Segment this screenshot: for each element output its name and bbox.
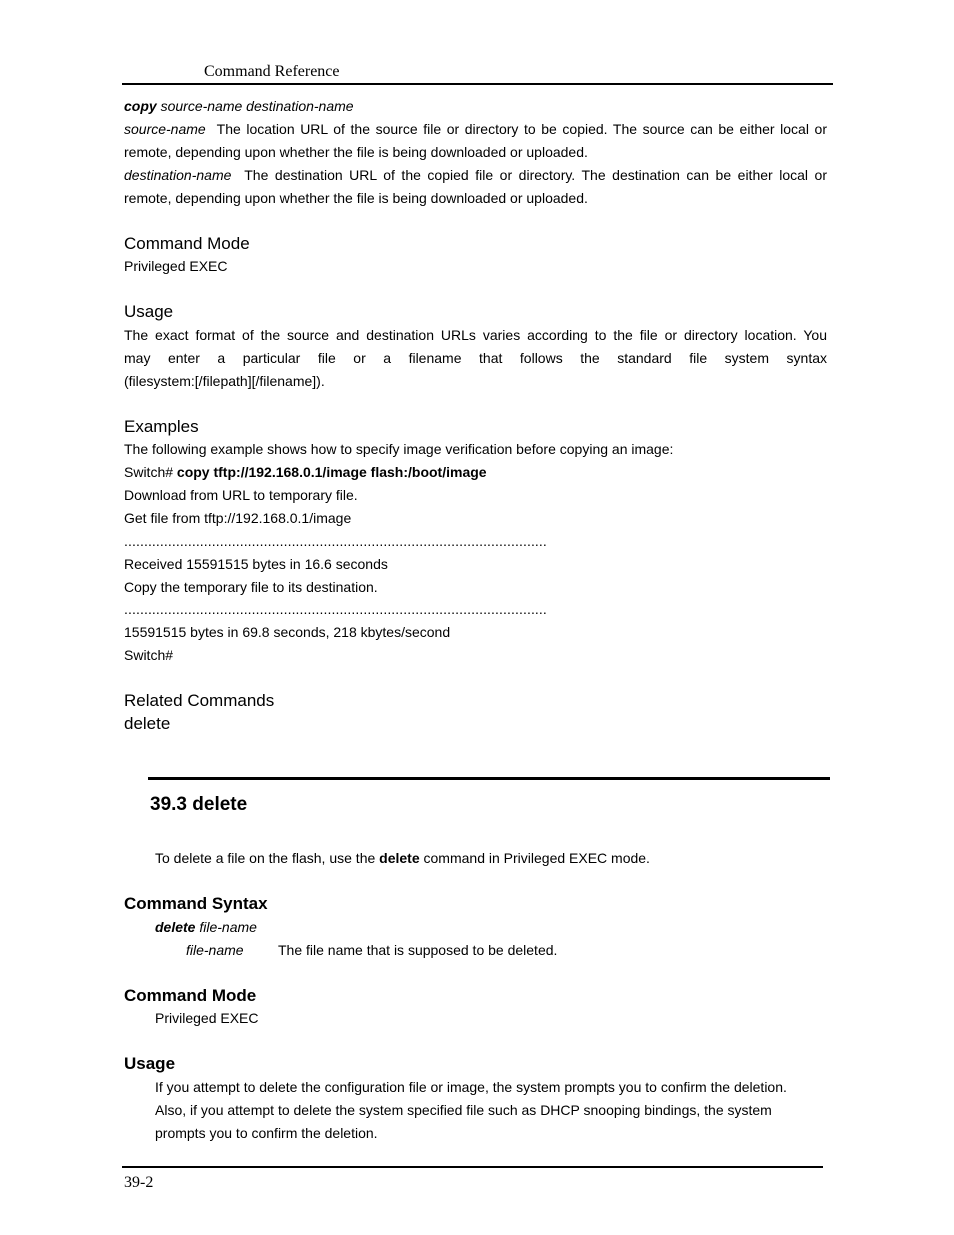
header-rule xyxy=(122,83,833,85)
section-intro: To delete a file on the flash, use the delete command in Privileged EXEC mode. xyxy=(155,850,650,866)
copy-command-keyword: copy xyxy=(124,98,157,114)
delete-command-keyword: delete xyxy=(155,919,196,935)
destination-name-desc-line2: remote, depending upon whether the file is being downloaded or uploaded. xyxy=(124,190,588,206)
copy-command-args: source-name destination-name xyxy=(160,98,354,114)
destination-name-term: destination-name xyxy=(124,167,232,183)
related-command-delete: delete xyxy=(124,714,171,733)
delete-command-arg: file-name xyxy=(199,919,257,935)
examples-intro: The following example shows how to specify image verification before copying an image: xyxy=(124,441,674,457)
example-output-copy-temp: Copy the temporary file to its destination. xyxy=(124,579,378,595)
section-name: delete xyxy=(192,794,248,815)
example-output-prompt-end: Switch# xyxy=(124,647,174,663)
example-command: copy tftp://192.168.0.1/image flash:/boot/image xyxy=(176,464,487,480)
section-rule xyxy=(148,777,830,780)
running-header: Command Reference xyxy=(204,63,340,80)
example-output-progress-dots-1: .......................................................................................................... xyxy=(124,533,547,549)
usage-2-line2: Also, if you attempt to delete the system specified file such as DHCP snooping bindings, the system xyxy=(155,1102,772,1118)
footer-rule xyxy=(122,1166,823,1168)
usage-line3: (filesystem:[/filepath][/filename]). xyxy=(124,373,325,389)
source-name-desc-line1: source-name The location URL of the source file or directory to be copied. The source can be either local or xyxy=(124,121,827,137)
example-output-getfile: Get file from tftp://192.168.0.1/image xyxy=(124,510,352,526)
example-output-bytes: 15591515 bytes in 69.8 seconds, 218 kbytes/second xyxy=(124,624,451,640)
examples-heading: Examples xyxy=(124,417,199,436)
page-number: 39-2 xyxy=(124,1174,154,1191)
example-output-progress-dots-2: .......................................................................................................... xyxy=(124,601,547,617)
command-mode-2-value: Privileged EXEC xyxy=(155,1010,259,1026)
usage-line2: may enter a particular file or a filename that follows the standard file system syntax xyxy=(124,350,827,366)
section-title xyxy=(150,794,247,816)
example-output-received: Received 15591515 bytes in 16.6 seconds xyxy=(124,556,388,572)
usage-2-line1: If you attempt to delete the configuration file or image, the system prompts you to confirm the deletion. xyxy=(155,1079,787,1095)
usage-line1: The exact format of the source and destination URLs varies according to the file or directory location. You xyxy=(124,327,827,343)
source-name-term: source-name xyxy=(124,121,206,137)
related-commands-heading: Related Commands xyxy=(124,691,275,710)
delete-keyword: delete xyxy=(379,850,420,866)
section-number: 39.3 xyxy=(150,794,187,815)
usage-heading: Usage xyxy=(124,302,174,321)
file-name-term: file-name xyxy=(186,942,244,958)
command-mode-2-heading: Command Mode xyxy=(124,986,257,1005)
destination-name-desc-line1: destination-name The destination URL of the copied file or directory. The destination can be either local or xyxy=(124,167,828,183)
example-prompt: Switch# xyxy=(124,464,174,480)
usage-2-line3: prompts you to confirm the deletion. xyxy=(155,1125,378,1141)
command-mode-value: Privileged EXEC xyxy=(124,258,228,274)
example-command-line xyxy=(124,463,487,481)
usage-2-heading: Usage xyxy=(124,1054,176,1073)
command-syntax-heading: Command Syntax xyxy=(124,894,268,913)
source-name-desc-line2: remote, depending upon whether the file is being downloaded or uploaded. xyxy=(124,144,588,160)
command-mode-heading: Command Mode xyxy=(124,234,250,253)
example-output-download: Download from URL to temporary file. xyxy=(124,487,358,503)
copy-syntax-line xyxy=(124,97,354,115)
delete-syntax-line xyxy=(155,918,257,936)
file-name-desc: The file name that is supposed to be deleted. xyxy=(278,942,558,958)
